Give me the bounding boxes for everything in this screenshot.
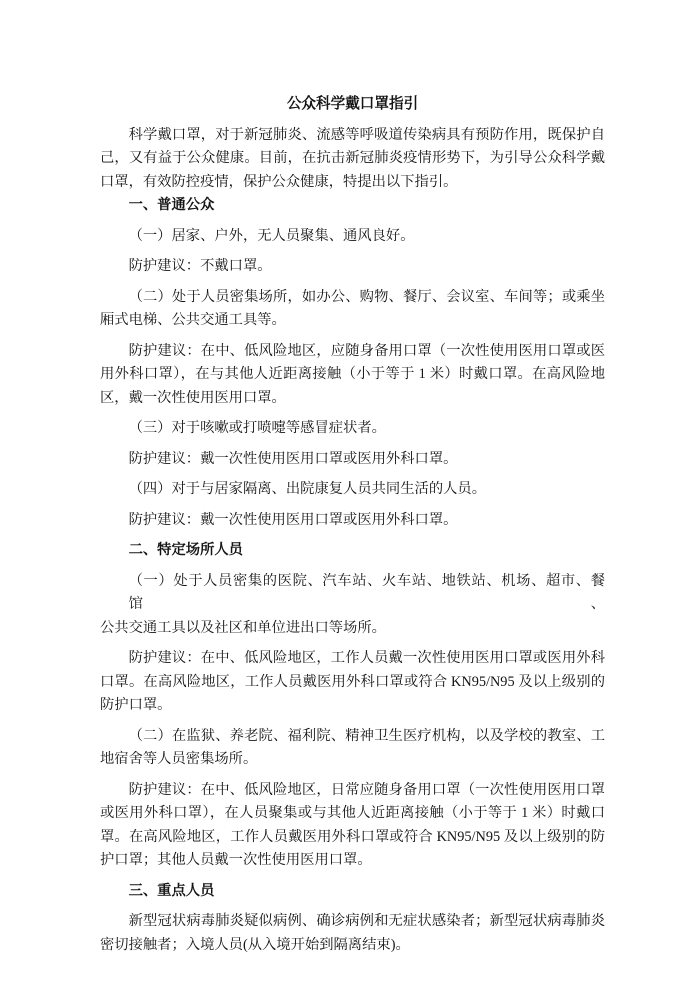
text-line: （四）对于与居家隔离、出院康复人员共同生活的人员。 (128, 481, 487, 497)
text-line: （二）在监狱、养老院、福利院、精神卫生医疗机构，以及学校的教室、工 (128, 727, 605, 744)
paragraph (100, 340, 605, 411)
section-heading: 二、特定场所人员 (128, 542, 243, 558)
text-line: 防护建议：戴一次性使用医用口罩或医用外科口罩。 (128, 450, 458, 467)
paragraph (100, 448, 605, 472)
text-line: 防护建议：在中、低风险地区，应随身备用口罩（一次性使用医用口罩或医 (128, 342, 605, 359)
paragraph (100, 725, 605, 772)
paragraph (100, 647, 605, 718)
text-line: 防护建议：在中、低风险地区，日常应随身备用口罩（一次性使用医用口罩 (128, 781, 605, 798)
text-line: 防护建议：不戴口罩。 (128, 258, 272, 274)
paragraph (100, 779, 605, 873)
document-body (100, 93, 605, 957)
text-line: 或医用外科口罩），在人员聚集或与其他人近距离接触（小于等于 1 米）时戴口 (100, 805, 605, 821)
section-heading: 一、普通公众 (128, 197, 215, 213)
section-heading: 三、重点人员 (128, 882, 215, 899)
text-line: 公共交通工具以及社区和单位进出口等场所。 (100, 619, 386, 636)
text-line: 地宿舍等人员密集场所。 (100, 751, 258, 767)
text-line: 口罩。在高风险地区，工作人员戴医用外科口罩或符合 KN95/N95 及以上级别的 (100, 673, 605, 690)
paragraph (100, 255, 605, 279)
text-line: 护口罩；其他人员戴一次性使用医用口罩。 (100, 852, 372, 868)
text-line: 用外科口罩），在与其他人近距离接触（小于等于 1 米）时戴口罩。在高风险地 (100, 366, 605, 382)
text-line: 防护口罩。 (100, 697, 172, 713)
paragraph (100, 417, 605, 441)
text-line: 防护建议：在中、低风险地区，工作人员戴一次性使用医用口罩或医用外科 (128, 650, 605, 666)
intro-paragraph (100, 124, 605, 195)
text-line: 口罩，有效防控疫情，保护公众健康，特提出以下指引。 (100, 173, 458, 190)
text-line: （一）居家、户外，无人员聚集、通风良好。 (128, 227, 415, 244)
paragraph (100, 225, 605, 249)
paragraph (100, 478, 605, 502)
paragraph (100, 509, 605, 533)
text-line: 密切接触者；入境人员(从入境开始到隔离结束)。 (100, 936, 410, 953)
text-line: 防护建议：戴一次性使用医用口罩或医用外科口罩。 (128, 511, 458, 528)
text-line: 区，戴一次性使用医用口罩。 (100, 389, 286, 406)
paragraph (100, 286, 605, 333)
paragraph (100, 570, 605, 641)
paragraph (100, 910, 605, 957)
text-line: （一）处于人员密集的医院、汽车站、火车站、地铁站、机场、超市、餐馆、 (128, 572, 605, 612)
text-line: 己，又有益于公众健康。目前，在抗击新冠肺炎疫情形势下，为引导公众科学戴 (100, 150, 605, 166)
text-line: （三）对于咳嗽或打喷嚏等感冒症状者。 (128, 420, 386, 436)
text-line: （二）处于人员密集场所，如办公、购物、餐厅、会议室、车间等；或乘坐 (128, 288, 605, 305)
text-line: 罩。在高风险地区，工作人员戴医用外科口罩或符合 KN95/N95 及以上级别的防 (100, 828, 605, 845)
text-line: 科学戴口罩，对于新冠肺炎、流感等呼吸道传染病具有预防作用，既保护自 (128, 126, 605, 143)
text-line: 新型冠状病毒肺炎疑似病例、确诊病例和无症状感染者；新型冠状病毒肺炎 (128, 913, 605, 929)
document-title: 公众科学戴口罩指引 (286, 96, 419, 112)
text-line: 厢式电梯、公共交通工具等。 (100, 312, 286, 328)
